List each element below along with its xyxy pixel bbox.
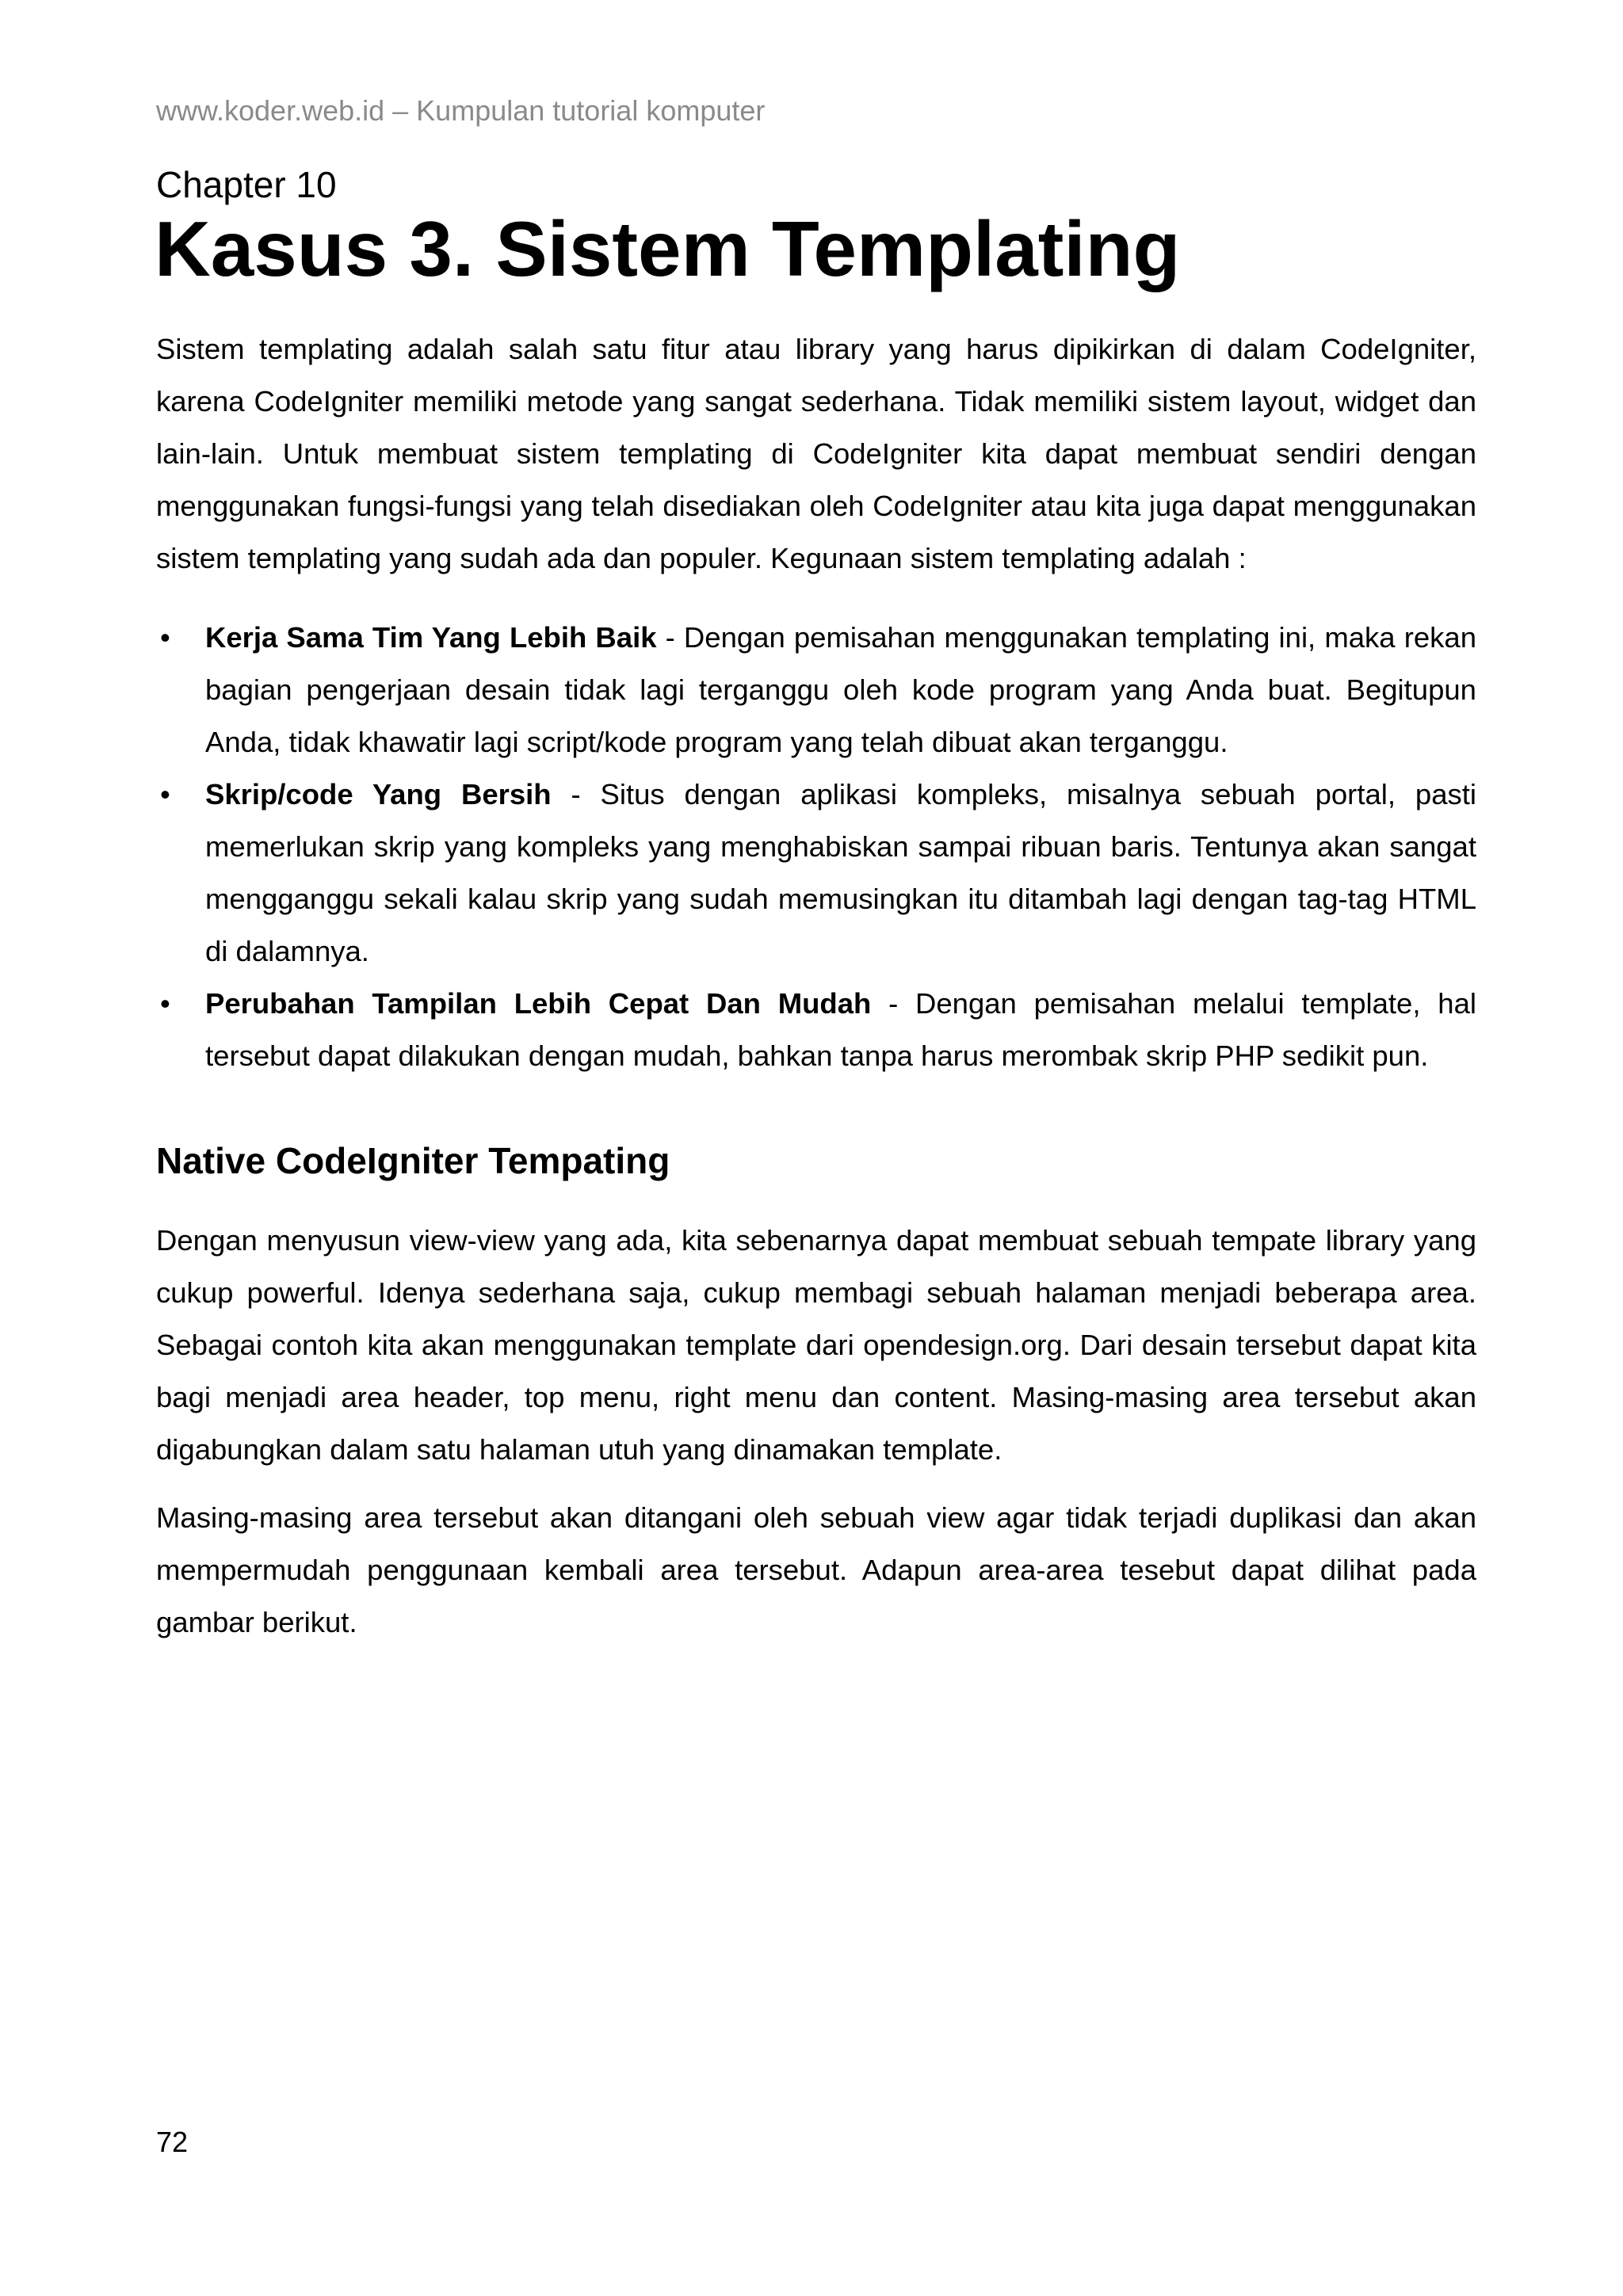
page-header: www.koder.web.id – Kumpulan tutorial komputer xyxy=(156,94,766,127)
main-content xyxy=(156,323,1476,1649)
list-item-title: Perubahan Tampilan Lebih Cepat Dan Mudah xyxy=(205,987,872,1020)
list-item-title: Skrip/code Yang Bersih xyxy=(205,778,552,810)
section-paragraph: Dengan menyusun view-view yang ada, kita sebenarnya dapat membuat sebuah tempate library yang cukup powerful. Idenya sederhana saja, cukup membagi sebuah halaman menjadi beberapa area. Sebagai contoh kita akan menggunakan template dari opendesign.org. Dari desain tersebut dapat kita bagi menjadi area header, top menu, right menu dan content. Masing-masing area tersebut akan digabungkan dalam satu halaman utuh yang dinamakan template. xyxy=(156,1224,1476,1466)
list-item xyxy=(156,978,1476,1082)
list-item-title: Kerja Sama Tim Yang Lebih Baik xyxy=(205,621,657,654)
list-item-text: - Situs dengan aplikasi kompleks, misalnya sebuah portal, pasti memerlukan skrip yang kompleks yang menghabiskan sampai ribuan baris. Tentunya akan sangat mengganggu sekali kalau skrip yang sudah memusingkan itu ditambah lagi dengan tag-tag HTML di dalamnya. xyxy=(205,778,1476,967)
benefits-list xyxy=(156,612,1476,1082)
bullet-icon: • xyxy=(160,778,170,810)
list-item-text: - Dengan pemisahan melalui template, hal tersebut dapat dilakukan dengan mudah, bahkan tanpa harus merombak skrip PHP sedikit pun. xyxy=(205,987,1476,1072)
intro-paragraph: Sistem templating adalah salah satu fitur atau library yang harus dipikirkan di dalam CodeIgniter, karena CodeIgniter memiliki metode yang sangat sederhana. Tidak memiliki sistem layout, widget dan lain-lain. Untuk membuat sistem templating di CodeIgniter kita dapat membuat sendiri dengan menggunakan fungsi-fungsi yang telah disediakan oleh CodeIgniter atau kita juga dapat menggunakan sistem templating yang sudah ada dan populer. Kegunaan sistem templating adalah : xyxy=(156,333,1476,574)
bullet-icon: • xyxy=(160,987,170,1020)
list-item xyxy=(156,769,1476,978)
list-item xyxy=(156,612,1476,769)
bullet-icon: • xyxy=(160,621,170,654)
chapter-label: Chapter 10 xyxy=(156,164,337,205)
chapter-title: Kasus 3. Sistem Templating xyxy=(155,205,1181,292)
section-heading: Native CodeIgniter Tempating xyxy=(156,1140,670,1181)
list-item-text: - Dengan pemisahan menggunakan templating ini, maka rekan bagian pengerjaan desain tidak lagi terganggu oleh kode program yang Anda buat. Begitupun Anda, tidak khawatir lagi script/kode program yang telah dibuat akan terganggu. xyxy=(205,621,1476,758)
page-number: 72 xyxy=(156,2126,189,2158)
section-paragraph: Masing-masing area tersebut akan ditangani oleh sebuah view agar tidak terjadi duplikasi dan akan mempermudah penggunaan kembali area tersebut. Adapun area-area tesebut dapat dilihat pada gambar berikut. xyxy=(156,1501,1476,1639)
